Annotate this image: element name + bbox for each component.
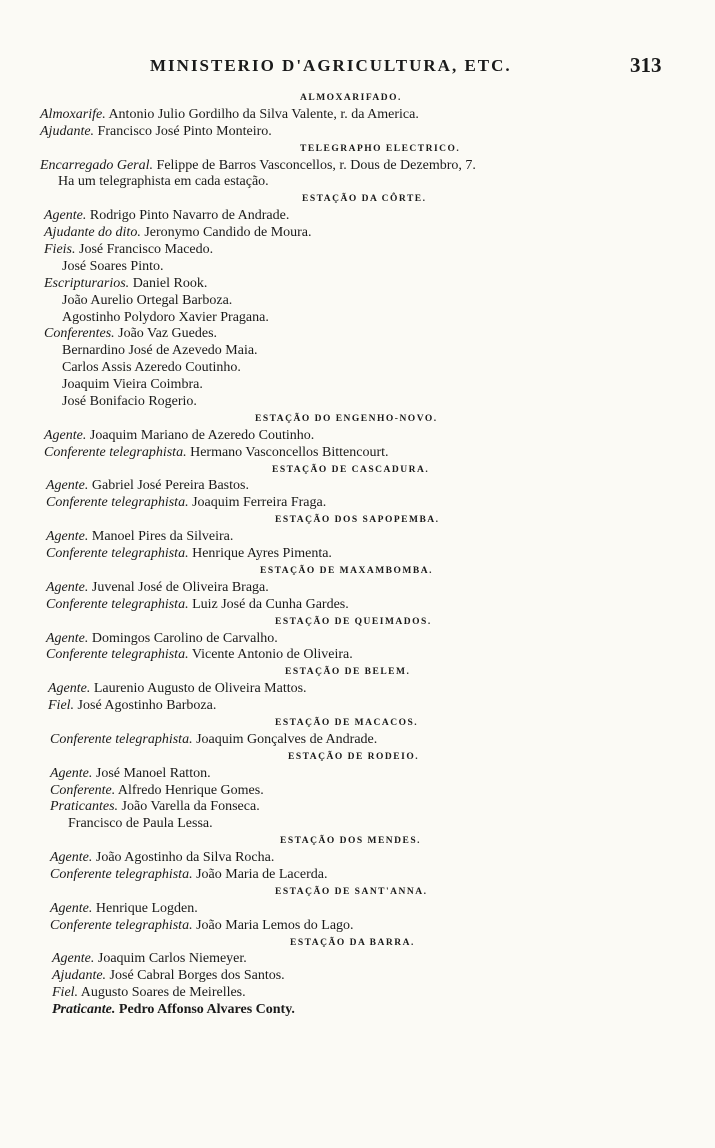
- staff-role: Agente.: [48, 681, 91, 697]
- staff-entry: [0, 208, 715, 225]
- staff-entry-continuation: José Bonifacio Rogerio.: [62, 394, 197, 410]
- staff-entry: [0, 732, 715, 749]
- staff-name: Rodrigo Pinto Navarro de Andrade.: [86, 208, 290, 224]
- staff-role: Agente.: [46, 630, 89, 646]
- staff-name: Henrique Ayres Pimenta.: [188, 546, 332, 562]
- staff-role: Agente.: [46, 579, 89, 595]
- staff-name: Manoel Pires da Silveira.: [88, 529, 234, 545]
- staff-role: Agente.: [50, 900, 93, 916]
- staff-entry: [0, 985, 715, 1002]
- section-heading: [0, 884, 715, 901]
- staff-role: Ajudante.: [52, 968, 107, 984]
- section-heading-text: ESTAÇÃO DOS SAPOPEMBA.: [275, 515, 440, 526]
- section-heading-text: TELEGRAPHO ELECTRICO.: [300, 143, 461, 154]
- staff-role: Agente.: [46, 529, 89, 545]
- staff-role: Fiel.: [48, 698, 75, 714]
- staff-name: João Maria Lemos do Lago.: [192, 917, 354, 933]
- staff-name: Gabriel José Pereira Bastos.: [88, 478, 249, 494]
- page-number: 313: [630, 53, 662, 77]
- staff-role: Conferente telegraphista.: [46, 495, 189, 511]
- staff-role: Encarregado Geral.: [40, 157, 154, 173]
- staff-role: Conferente telegraphista.: [44, 444, 187, 460]
- running-title: MINISTERIO D'AGRICULTURA, ETC.: [150, 56, 512, 75]
- staff-name: Daniel Rook.: [129, 275, 208, 291]
- staff-name: Augusto Soares de Meirelles.: [78, 985, 246, 1001]
- staff-name: Joaquim Gonçalves de Andrade.: [192, 731, 378, 747]
- section-heading: [0, 935, 715, 952]
- staff-entry: [0, 478, 715, 495]
- staff-role: Conferente telegraphista.: [46, 596, 189, 612]
- staff-role: Conferente telegraphista.: [50, 866, 193, 882]
- staff-entry: [0, 681, 715, 698]
- staff-role: Conferente telegraphista.: [46, 647, 189, 663]
- section-heading-text: ALMOXARIFADO.: [300, 93, 402, 103]
- section-heading: [0, 715, 715, 732]
- staff-entry: [0, 951, 715, 968]
- section-heading: [0, 191, 715, 208]
- staff-entry: [0, 445, 715, 462]
- staff-role: Conferente telegraphista.: [50, 917, 193, 933]
- section-heading-text: ESTAÇÃO DE CASCADURA.: [272, 464, 430, 475]
- staff-entry: [0, 580, 715, 597]
- staff-role: Agente.: [50, 765, 93, 781]
- staff-name: José Cabral Borges dos Santos.: [106, 968, 285, 984]
- staff-name: Juvenal José de Oliveira Braga.: [88, 579, 269, 595]
- staff-entry: [0, 766, 715, 783]
- staff-entry: [0, 428, 715, 445]
- staff-role: Praticantes.: [50, 799, 119, 815]
- staff-name: Pedro Affonso Alvares Conty.: [115, 1002, 295, 1018]
- staff-name: Luiz José da Cunha Gardes.: [188, 596, 349, 612]
- staff-entry: [0, 901, 715, 918]
- section-heading: [0, 90, 715, 107]
- staff-role: Fieis.: [44, 242, 76, 258]
- section-heading-text: ESTAÇÃO DE BELEM.: [285, 667, 411, 678]
- staff-entry: [0, 597, 715, 614]
- staff-entry: [0, 529, 715, 546]
- staff-role: Conferente telegraphista.: [46, 546, 189, 562]
- staff-entry: [0, 647, 715, 664]
- staff-name: Jeronymo Candido de Moura.: [140, 225, 312, 241]
- staff-name: João Varella da Fonseca.: [118, 799, 260, 815]
- staff-name: João Vaz Guedes.: [114, 326, 218, 342]
- staff-role: Ajudante do dito.: [44, 225, 141, 241]
- staff-name: Alfredo Henrique Gomes.: [115, 782, 264, 798]
- staff-entry: [0, 225, 715, 242]
- section-heading-text: ESTAÇÃO DE MACACOS.: [275, 717, 419, 728]
- staff-name: Joaquim Mariano de Azeredo Coutinho.: [86, 427, 315, 443]
- staff-name: Laurenio Augusto de Oliveira Mattos.: [90, 681, 307, 697]
- staff-role: Agente.: [52, 951, 95, 967]
- staff-entry-continuation: Joaquim Vieira Coimbra.: [62, 377, 203, 393]
- staff-name: Joaquim Carlos Niemeyer.: [94, 951, 247, 967]
- staff-role: Conferentes.: [44, 326, 115, 342]
- staff-entry: [0, 326, 715, 343]
- staff-name: José Francisco Macedo.: [75, 242, 214, 258]
- section-heading: [0, 411, 715, 428]
- staff-role: Almoxarife.: [40, 106, 106, 122]
- staff-role: Fiel.: [52, 985, 79, 1001]
- section-heading-text: ESTAÇÃO DE SANT'ANNA.: [275, 886, 428, 897]
- staff-name: José Manoel Ratton.: [92, 765, 211, 781]
- staff-role: Praticante.: [52, 1002, 116, 1018]
- staff-entry-continuation: Agostinho Polydoro Xavier Pragana.: [62, 309, 269, 325]
- staff-name: João Agostinho da Silva Rocha.: [92, 850, 275, 866]
- staff-entry: [0, 918, 715, 935]
- staff-entry: [0, 124, 715, 141]
- staff-role: Ajudante.: [40, 123, 95, 139]
- staff-entry: [0, 698, 715, 715]
- staff-entry: [0, 867, 715, 884]
- section-heading-text: ESTAÇÃO DOS MENDES.: [280, 836, 422, 847]
- staff-name: Hermano Vasconcellos Bittencourt.: [186, 444, 389, 460]
- page-body: [0, 90, 715, 1019]
- section-heading-text: ESTAÇÃO DE QUEIMADOS.: [275, 616, 432, 627]
- staff-entry: [0, 850, 715, 867]
- staff-entry: [0, 242, 715, 259]
- staff-entry-continuation: Bernardino José de Azevedo Maia.: [62, 343, 258, 359]
- staff-entry: [0, 783, 715, 800]
- staff-entry: [0, 107, 715, 124]
- staff-entry-continuation: Carlos Assis Azeredo Coutinho.: [62, 360, 241, 376]
- staff-name: Felippe de Barros Vasconcellos, r. Dous de Dezembro, 7.: [153, 157, 476, 173]
- staff-entry-continuation: Ha um telegraphista em cada estação.: [58, 174, 269, 190]
- section-heading: [0, 141, 715, 158]
- staff-entry: [0, 631, 715, 648]
- section-heading-text: ESTAÇÃO DO ENGENHO-NOVO.: [255, 413, 438, 424]
- staff-role: Agente.: [44, 208, 87, 224]
- section-heading: [0, 833, 715, 850]
- section-heading-text: ESTAÇÃO DE RODEIO.: [288, 751, 420, 762]
- staff-entry-continuation: José Soares Pinto.: [62, 258, 164, 274]
- staff-role: Agente.: [44, 427, 87, 443]
- staff-name: Antonio Julio Gordilho da Silva Valente, r. da America.: [105, 106, 419, 122]
- staff-entry: [0, 158, 715, 175]
- staff-entry-continuation: Francisco de Paula Lessa.: [68, 816, 213, 832]
- section-heading-text: ESTAÇÃO DA BARRA.: [290, 937, 415, 948]
- staff-name: Henrique Logden.: [92, 900, 198, 916]
- staff-role: Escripturarios.: [44, 275, 130, 291]
- staff-role: Agente.: [50, 850, 93, 866]
- staff-role: Agente.: [46, 478, 89, 494]
- section-heading: [0, 462, 715, 479]
- staff-role: Conferente telegraphista.: [50, 731, 193, 747]
- section-heading-text: ESTAÇÃO DA CÔRTE.: [302, 194, 427, 205]
- section-heading: [0, 664, 715, 681]
- staff-entry-continuation: João Aurelio Ortegal Barboza.: [62, 292, 233, 308]
- staff-name: José Agostinho Barboza.: [74, 698, 217, 714]
- section-heading: [0, 563, 715, 580]
- staff-name: Francisco José Pinto Monteiro.: [94, 123, 272, 139]
- staff-name: Joaquim Ferreira Fraga.: [188, 495, 327, 511]
- section-heading-text: ESTAÇÃO DE MAXAMBOMBA.: [260, 565, 433, 576]
- staff-entry: [0, 1002, 715, 1019]
- staff-entry: [0, 495, 715, 512]
- page-header: [0, 53, 715, 80]
- staff-entry: [0, 968, 715, 985]
- section-heading: [0, 749, 715, 766]
- staff-name: Vicente Antonio de Oliveira.: [188, 647, 353, 663]
- staff-name: Domingos Carolino de Carvalho.: [88, 630, 278, 646]
- section-heading: [0, 614, 715, 631]
- staff-entry: [0, 799, 715, 816]
- staff-role: Conferente.: [50, 782, 116, 798]
- staff-entry: [0, 276, 715, 293]
- staff-entry: [0, 546, 715, 563]
- staff-name: João Maria de Lacerda.: [192, 866, 328, 882]
- section-heading: [0, 512, 715, 529]
